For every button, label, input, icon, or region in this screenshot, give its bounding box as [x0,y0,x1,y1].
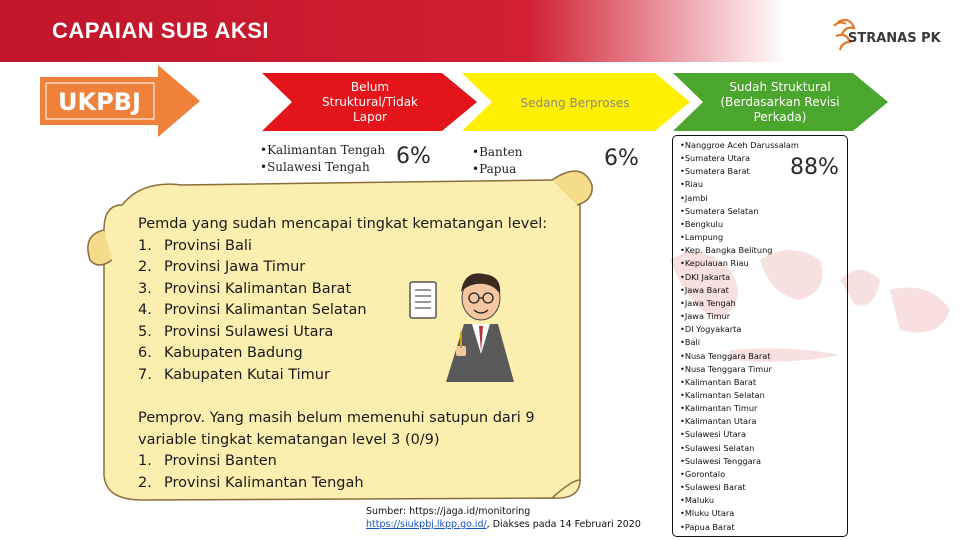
person-illustration [406,264,518,384]
list-item: • Sumatera Barat [680,165,799,178]
list-item: • Banten [472,144,522,161]
belum-percent: 6% [396,144,431,169]
list-item: • Sumatera Utara [680,152,799,165]
list-item: • Kalimantan Selatan [680,389,799,402]
list-item: 4. Provinsi Kalimantan Selatan [138,302,367,318]
sudah-list [680,139,799,534]
sedang-label: Sedang Berproses [520,96,630,110]
list-item: 1. Provinsi Banten [138,453,277,469]
sedang-percent: 6% [604,146,639,171]
list-item: • Lampung [680,231,799,244]
list-item: 1. Provinsi Bali [138,237,252,254]
list-item: • Jawa Timur [680,310,799,323]
list-item: • Mluku Utara [680,507,799,520]
list-item: • Nanggroe Aceh Darussalam [680,139,799,152]
list-item: • DKI Jakarta [680,271,799,284]
list-item: 5. Provinsi Sulawesi Utara [138,323,334,340]
list-item: • Kalimantan Barat [680,376,799,389]
sudah-percent: 88% [790,155,839,180]
list-item: • Jawa Tengah [680,297,799,310]
list-item: • Sulawesi Selatan [680,442,799,455]
list-item: • Kep. Bangka Belitung [680,244,799,257]
list-item: • Gorontalo [680,468,799,481]
list-item: • Nusa Tenggara Barat [680,350,799,363]
source-note [366,505,641,531]
list-item: • Maluku [680,494,799,507]
list-item: • Sumatera Selatan [680,205,799,218]
list-item: • Bengkulu [680,218,799,231]
source-link[interactable]: https://siukpbj.lkpp.go.id/ [366,519,487,530]
ukpbj-label: UKPBJ [58,88,141,116]
logo-text: STRANAS PK [848,31,941,46]
list-item: 6. Kabupaten Badung [138,345,303,361]
list-item: • Sulawesi Tengah [260,159,385,176]
list-item: • Kalimantan Tengah [260,142,385,159]
list-item: • Papua [472,161,522,178]
page-title: CAPAIAN SUB AKSI [52,18,270,43]
belum-label: Belum Struktural/Tidak Lapor [322,80,418,124]
pemprov-heading: variable tingkat kematangan level 3 (0/9) [138,431,440,448]
pemprov-block [138,408,558,494]
list-item: • Sulawesi Utara [680,428,799,441]
list-item: • Kalimantan Timur [680,402,799,415]
list-item: • Bali [680,336,799,349]
list-item: • Kalimantan Utara [680,415,799,428]
list-item: • Sulawesi Tenggara [680,455,799,468]
list-item: • Jawa Barat [680,284,799,297]
list-item: 2. Provinsi Jawa Timur [138,259,306,275]
list-item: • Nusa Tenggara Timur [680,363,799,376]
list-item: 7. Kabupaten Kutai Timur [138,366,330,383]
list-item: • Papua Barat [680,521,799,534]
list-item: • Riau [680,178,799,191]
list-item: • Sulawesi Barat [680,481,799,494]
list-item: 2. Provinsi Kalimantan Tengah [138,474,364,491]
list-item: • Jambi [680,192,799,205]
pemprov-heading: Pemprov. Yang masih belum memenuhi satupun dari 9 [138,410,535,426]
list-item: 3. Provinsi Kalimantan Barat [138,280,352,297]
source-suffix: , Diakses pada 14 Februari 2020 [486,519,641,530]
list-item: • Kepulauan Riau [680,257,799,270]
list-item: • DI Yogyakarta [680,323,799,336]
source-line: Sumber: https://jaga.id/monitoring [366,506,531,517]
pemprov-list [138,451,558,494]
sudah-label: Sudah Struktural (Berdasarkan Revisi Perkada) [720,80,840,124]
pemda-heading: Pemda yang sudah mencapai tingkat kematangan level: [138,216,548,232]
